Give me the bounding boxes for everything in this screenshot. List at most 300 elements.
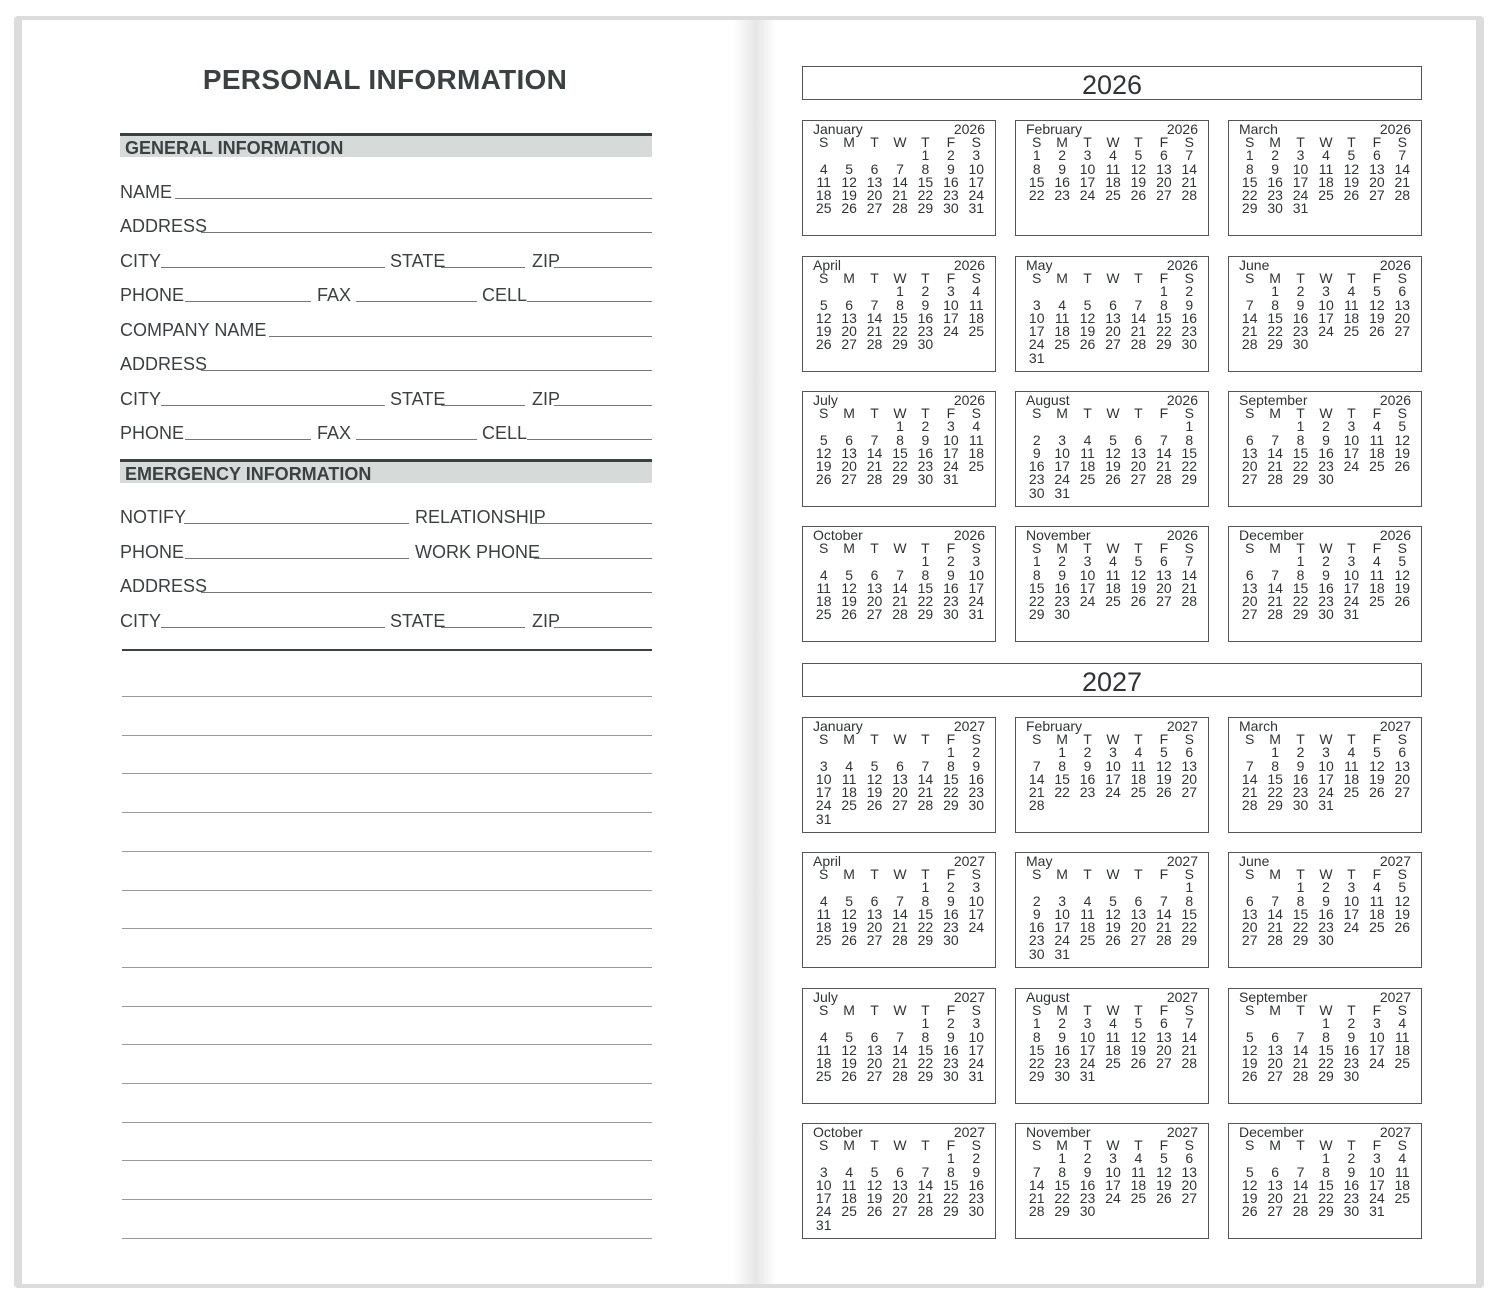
day-number: 13: [1267, 1041, 1283, 1058]
day-number: 17: [1318, 309, 1334, 326]
day-number: 17: [943, 444, 959, 461]
day-number: 15: [1318, 1041, 1334, 1058]
day-number: 8: [1271, 757, 1280, 774]
month-name: September: [1239, 392, 1308, 408]
month-name: June: [1239, 257, 1270, 273]
emergency-state-field[interactable]: [441, 627, 525, 628]
weekday-label: S: [1397, 866, 1407, 882]
day-number: 28: [1156, 932, 1172, 949]
day-number: 17: [943, 309, 959, 326]
day-number: 9: [1322, 431, 1330, 448]
day-number: 9: [1347, 1163, 1356, 1180]
work-phone-field[interactable]: [534, 558, 652, 559]
weekday-label: F: [946, 1002, 956, 1018]
day-number: 28: [892, 606, 908, 623]
day-number: 21: [1156, 458, 1172, 475]
day-number: 27: [866, 200, 883, 217]
month-november-2027: [1015, 1123, 1209, 1239]
weekday-label: W: [1319, 134, 1333, 150]
weekday-label: W: [1106, 270, 1120, 286]
day-number: 16: [917, 444, 934, 461]
zip-field[interactable]: [554, 267, 652, 268]
note-line[interactable]: [122, 1006, 652, 1007]
day-number: 2: [1271, 147, 1280, 164]
day-number: 23: [1267, 187, 1283, 204]
weekday-label: S: [1032, 270, 1042, 286]
day-number: 25: [1105, 1055, 1121, 1072]
note-line[interactable]: [122, 890, 652, 891]
day-number: 12: [1105, 905, 1121, 922]
day-number: 16: [1343, 1176, 1360, 1193]
weekday-label: F: [1159, 270, 1169, 286]
day-number: 1: [896, 418, 904, 435]
day-number: 13: [1105, 309, 1121, 326]
day-number: 25: [968, 458, 985, 475]
day-number: 16: [968, 770, 985, 787]
day-number: 16: [1054, 173, 1070, 190]
day-number: 24: [943, 323, 959, 340]
day-number: 8: [921, 566, 930, 583]
day-number: 2: [1347, 1150, 1356, 1167]
day-number: 11: [816, 1041, 831, 1058]
day-number: 19: [841, 1055, 857, 1072]
day-number: 22: [917, 1055, 934, 1072]
company-city-field[interactable]: [161, 405, 385, 406]
day-number: 22: [1241, 187, 1258, 204]
note-line[interactable]: [122, 1199, 652, 1200]
day-number: 11: [1080, 444, 1095, 461]
note-line[interactable]: [122, 928, 652, 929]
day-number: 29: [1241, 200, 1258, 217]
day-number: 10: [815, 770, 832, 787]
day-number: 16: [1181, 309, 1198, 326]
month-name: November: [1026, 527, 1091, 543]
day-number: 5: [1109, 431, 1117, 448]
day-number: 6: [1185, 1150, 1194, 1167]
day-number: 25: [841, 797, 857, 814]
day-number: 18: [1369, 905, 1385, 922]
day-number: 28: [1267, 606, 1283, 623]
weekday-label: T: [921, 1002, 930, 1018]
day-number: 27: [1181, 1190, 1198, 1207]
note-line[interactable]: [122, 696, 652, 697]
day-number: 29: [1267, 336, 1283, 353]
month-name: August: [1026, 392, 1070, 408]
weekday-label: M: [843, 134, 855, 150]
day-number: 14: [1241, 309, 1258, 326]
day-number: 2: [1058, 553, 1067, 570]
day-number: 3: [1083, 553, 1092, 570]
day-number: 17: [1079, 579, 1096, 596]
day-number: 16: [1292, 309, 1309, 326]
day-number: 8: [1032, 1028, 1041, 1045]
day-number: 11: [1395, 1163, 1410, 1180]
day-number: 22: [1292, 919, 1309, 936]
day-number: 12: [841, 1041, 857, 1058]
day-number: 6: [1185, 744, 1194, 761]
weekday-label: T: [1347, 731, 1356, 747]
weekday-label: S: [819, 405, 829, 421]
note-line[interactable]: [122, 773, 652, 774]
day-number: 10: [1054, 905, 1070, 922]
weekday-label: W: [1106, 731, 1120, 747]
day-number: 24: [1343, 593, 1360, 610]
day-number: 12: [815, 309, 832, 326]
month-day-grid: [1024, 136, 1202, 202]
day-number: 5: [1398, 553, 1407, 570]
day-number: 1: [1271, 283, 1280, 300]
emergency-city-field[interactable]: [161, 627, 385, 628]
day-number: 5: [1083, 296, 1092, 313]
day-number: 28: [1181, 593, 1198, 610]
day-number: 25: [815, 200, 832, 217]
note-line[interactable]: [122, 735, 652, 736]
day-number: 24: [1054, 471, 1070, 488]
emergency-phone-row: [120, 538, 652, 562]
month-year: 2027: [1166, 1124, 1198, 1140]
note-line[interactable]: [122, 1238, 652, 1239]
emergency-zip-field[interactable]: [554, 627, 652, 628]
month-name: September: [1239, 989, 1308, 1005]
day-number: 4: [1109, 553, 1117, 570]
weekday-label: T: [1134, 1137, 1143, 1153]
day-number: 30: [1292, 336, 1309, 353]
day-number: 3: [819, 757, 828, 774]
day-number: 26: [1156, 784, 1172, 801]
day-number: 30: [1054, 606, 1070, 623]
month-year: 2027: [1166, 718, 1198, 734]
company-cell-field[interactable]: [527, 439, 652, 440]
day-number: 2: [946, 553, 955, 570]
day-number: 23: [943, 187, 959, 204]
day-number: 12: [841, 173, 857, 190]
weekday-label: M: [1056, 134, 1068, 150]
day-number: 11: [969, 431, 984, 448]
weekday-label: T: [1134, 405, 1143, 421]
day-number: 30: [1054, 1068, 1070, 1085]
day-number: 26: [1130, 187, 1147, 204]
company-zip-field[interactable]: [554, 405, 652, 406]
day-number: 11: [1105, 566, 1121, 583]
day-number: 27: [892, 797, 908, 814]
company-fax-field[interactable]: [356, 439, 477, 440]
day-number: 25: [1394, 1190, 1411, 1207]
day-number: 25: [1130, 784, 1147, 801]
day-number: 18: [841, 1190, 857, 1207]
day-number: 29: [1318, 1203, 1334, 1220]
weekday-label: S: [971, 270, 981, 286]
weekday-label: S: [1245, 270, 1255, 286]
day-number: 19: [841, 593, 857, 610]
day-number: 24: [943, 458, 959, 475]
day-number: 23: [1079, 1190, 1096, 1207]
day-number: 23: [1318, 593, 1334, 610]
day-number: 7: [921, 1163, 930, 1180]
day-number: 5: [1134, 553, 1143, 570]
day-number: 9: [972, 757, 981, 774]
day-number: 7: [896, 566, 904, 583]
weekday-label: W: [1106, 540, 1120, 556]
weekday-label: T: [870, 1002, 879, 1018]
month-year: 2026: [953, 121, 985, 137]
note-line[interactable]: [122, 967, 652, 968]
day-number: 29: [917, 1068, 934, 1085]
state-label: STATE: [390, 251, 446, 271]
day-number: 1: [1296, 879, 1305, 896]
day-number: 27: [841, 336, 857, 353]
day-number: 26: [815, 336, 832, 353]
day-number: 28: [1241, 336, 1258, 353]
weekday-label: S: [1397, 540, 1407, 556]
day-number: 19: [1394, 905, 1411, 922]
day-number: 5: [870, 757, 879, 774]
company-phone-fax-cell-row: [120, 419, 652, 443]
month-name: December: [1239, 1124, 1304, 1140]
day-number: 22: [1318, 1055, 1334, 1072]
day-number: 6: [1134, 431, 1143, 448]
notify-field[interactable]: [184, 523, 409, 524]
day-number: 3: [1322, 744, 1330, 761]
day-number: 14: [1267, 905, 1283, 922]
note-line[interactable]: [122, 1122, 652, 1123]
day-number: 25: [815, 932, 832, 949]
day-number: 8: [946, 757, 955, 774]
day-number: 16: [1079, 1176, 1096, 1193]
day-number: 4: [1109, 1015, 1117, 1032]
day-number: 20: [892, 784, 908, 801]
weekday-label: T: [921, 405, 930, 421]
day-number: 9: [1347, 1028, 1356, 1045]
company-phone-field[interactable]: [185, 439, 311, 440]
day-number: 22: [1054, 1190, 1070, 1207]
day-number: 13: [892, 770, 908, 787]
day-number: 26: [841, 932, 857, 949]
month-name: May: [1026, 257, 1053, 273]
day-number: 7: [870, 296, 879, 313]
day-number: 31: [815, 810, 832, 827]
day-number: 30: [943, 606, 959, 623]
name-field[interactable]: [175, 198, 652, 199]
cell-field[interactable]: [527, 301, 652, 302]
month-name: April: [813, 853, 842, 869]
day-number: 20: [841, 323, 857, 340]
fax-field[interactable]: [356, 301, 477, 302]
weekday-label: F: [1372, 134, 1382, 150]
company-address-field[interactable]: [201, 370, 652, 371]
day-number: 4: [1347, 283, 1356, 300]
day-number: 31: [1028, 349, 1045, 366]
day-number: 18: [815, 593, 832, 610]
note-line[interactable]: [122, 812, 652, 813]
day-number: 13: [1394, 757, 1411, 774]
day-number: 11: [1369, 566, 1385, 583]
day-number: 3: [1083, 147, 1092, 164]
day-number: 29: [892, 336, 908, 353]
weekday-label: T: [1296, 134, 1305, 150]
day-number: 10: [1079, 160, 1096, 177]
day-number: 19: [1241, 1190, 1258, 1207]
day-number: 17: [1343, 444, 1360, 461]
day-number: 12: [1241, 1041, 1258, 1058]
weekday-label: F: [1372, 405, 1382, 421]
day-number: 29: [917, 200, 934, 217]
day-number: 16: [917, 309, 934, 326]
day-number: 21: [892, 593, 908, 610]
weekday-label: T: [921, 134, 930, 150]
day-number: 24: [815, 1203, 832, 1220]
day-number: 27: [1156, 593, 1172, 610]
day-number: 3: [972, 553, 981, 570]
day-number: 31: [1343, 606, 1360, 623]
emergency-phone-field[interactable]: [185, 558, 409, 559]
weekday-label: S: [1032, 405, 1042, 421]
day-number: 11: [816, 579, 831, 596]
day-number: 9: [1322, 566, 1330, 583]
day-number: 18: [1130, 770, 1147, 787]
day-number: 20: [892, 1190, 908, 1207]
day-number: 3: [1058, 431, 1067, 448]
day-number: 23: [1054, 1055, 1070, 1072]
emergency-address-field[interactable]: [201, 592, 652, 593]
day-number: 1: [1245, 147, 1254, 164]
month-year: 2026: [1166, 392, 1198, 408]
day-number: 21: [1181, 173, 1198, 190]
day-number: 3: [1372, 1150, 1381, 1167]
day-number: 14: [1130, 309, 1147, 326]
month-name: March: [1239, 121, 1278, 137]
month-day-grid: [1237, 136, 1415, 216]
day-number: 6: [1398, 744, 1407, 761]
day-number: 15: [943, 1176, 959, 1193]
day-number: 6: [1245, 431, 1254, 448]
day-number: 1: [921, 147, 930, 164]
month-name: July: [813, 989, 838, 1005]
day-number: 1: [1032, 147, 1041, 164]
day-number: 18: [1343, 309, 1360, 326]
month-day-grid: [811, 733, 989, 826]
day-number: 19: [1105, 458, 1121, 475]
day-number: 28: [1130, 336, 1147, 353]
day-number: 30: [1267, 200, 1283, 217]
day-number: 15: [1292, 444, 1309, 461]
day-number: 18: [1079, 458, 1096, 475]
day-number: 6: [896, 757, 904, 774]
note-line[interactable]: [122, 851, 652, 852]
day-number: 25: [1105, 593, 1121, 610]
day-number: 11: [1344, 757, 1359, 774]
phone-field[interactable]: [185, 301, 311, 302]
weekday-label: S: [1184, 1137, 1194, 1153]
weekday-label: M: [1269, 270, 1281, 286]
weekday-label: S: [1184, 866, 1194, 882]
day-number: 15: [1241, 173, 1258, 190]
state-field[interactable]: [441, 267, 525, 268]
day-number: 17: [1054, 458, 1070, 475]
day-number: 13: [1394, 296, 1411, 313]
relationship-field[interactable]: [530, 523, 652, 524]
day-number: 2: [1058, 147, 1067, 164]
day-number: 4: [819, 160, 828, 177]
note-line[interactable]: [122, 1083, 652, 1084]
day-number: 30: [1318, 471, 1334, 488]
month-july-2027: [802, 988, 996, 1104]
company-name-row: [120, 316, 652, 340]
day-number: 23: [1054, 187, 1070, 204]
day-number: 11: [1131, 757, 1146, 774]
weekday-label: S: [971, 731, 981, 747]
company-state-field[interactable]: [441, 405, 525, 406]
weekday-label: S: [1032, 1137, 1042, 1153]
day-number: 5: [1398, 879, 1407, 896]
day-number: 30: [917, 471, 934, 488]
day-number: 23: [1079, 784, 1096, 801]
day-number: 23: [1318, 458, 1334, 475]
weekday-label: T: [1296, 1002, 1305, 1018]
day-number: 30: [1181, 336, 1198, 353]
weekday-label: F: [946, 731, 956, 747]
month-day-grid: [811, 272, 989, 352]
day-number: 21: [1241, 323, 1258, 340]
month-year: 2027: [1379, 989, 1411, 1005]
day-number: 7: [1271, 431, 1280, 448]
day-number: 23: [943, 1055, 959, 1072]
day-number: 27: [1105, 336, 1121, 353]
emergency-phone-label: PHONE: [120, 542, 185, 562]
day-number: 7: [1159, 431, 1168, 448]
weekday-label: S: [971, 405, 981, 421]
month-day-grid: [811, 868, 989, 948]
day-number: 19: [1369, 770, 1385, 787]
day-number: 17: [1105, 770, 1121, 787]
note-line[interactable]: [122, 1160, 652, 1161]
month-name: November: [1026, 1124, 1091, 1140]
day-number: 6: [870, 892, 879, 909]
day-number: 31: [943, 471, 959, 488]
day-number: 3: [819, 1163, 828, 1180]
company-name-field[interactable]: [269, 336, 652, 337]
day-number: 6: [1271, 1163, 1280, 1180]
day-number: 11: [969, 296, 984, 313]
day-number: 17: [1079, 173, 1096, 190]
month-may-2026: [1015, 256, 1209, 372]
day-number: 8: [1271, 296, 1280, 313]
note-line[interactable]: [122, 1044, 652, 1045]
day-number: 11: [816, 905, 831, 922]
day-number: 21: [917, 1190, 934, 1207]
day-number: 18: [1394, 1041, 1411, 1058]
address-field[interactable]: [201, 232, 652, 233]
day-number: 17: [1105, 1176, 1121, 1193]
month-year: 2026: [1379, 121, 1411, 137]
day-number: 19: [1156, 770, 1172, 787]
month-january-2027: [802, 717, 996, 833]
day-number: 11: [841, 1176, 857, 1193]
weekday-label: F: [946, 540, 956, 556]
weekday-label: T: [921, 540, 930, 556]
day-number: 18: [815, 1055, 832, 1072]
day-number: 13: [1241, 444, 1258, 461]
month-year: 2027: [953, 1124, 985, 1140]
day-number: 20: [866, 1055, 883, 1072]
weekday-label: S: [819, 1137, 829, 1153]
day-number: 6: [845, 296, 854, 313]
day-number: 3: [1032, 296, 1041, 313]
day-number: 9: [1032, 905, 1041, 922]
month-day-grid: [1237, 542, 1415, 622]
city-field[interactable]: [161, 267, 385, 268]
day-number: 23: [1292, 784, 1309, 801]
day-number: 17: [1343, 579, 1360, 596]
